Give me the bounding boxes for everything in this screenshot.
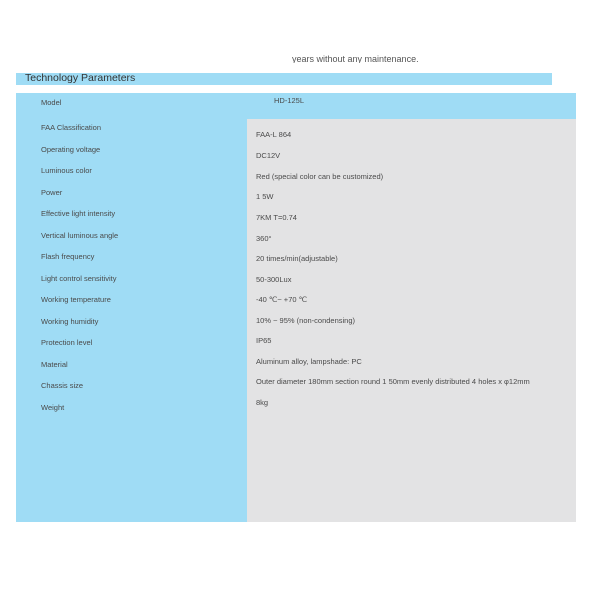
row-label-working-temperature: Working temperature	[41, 295, 111, 304]
model-value: HD-125L	[274, 96, 305, 105]
row-label-faa-classification: FAA Classification	[41, 123, 102, 132]
cut-off-intro-text	[0, 52, 600, 63]
row-label-power: Power	[41, 188, 63, 197]
row-label-operating-voltage: Operating voltage	[41, 145, 101, 154]
row-value-working-humidity: 10% ~ 95% (non-condensing)	[256, 316, 356, 325]
row-label-working-humidity: Working humidity	[41, 317, 99, 326]
row-value-material: Aluminum alloy, lampshade: PC	[256, 357, 362, 366]
row-value-protection-level: IP65	[256, 336, 272, 345]
row-value-operating-voltage: DC12V	[256, 151, 281, 160]
row-value-weight: 8kg	[256, 398, 269, 407]
model-label: Model	[41, 98, 62, 107]
row-label-protection-level: Protection level	[41, 338, 93, 347]
row-label-chassis-size: Chassis size	[41, 381, 84, 390]
row-value-light-control-sensitivity: 50-300Lux	[256, 275, 292, 284]
row-value-working-temperature: -40 ℃~ +70 ℃	[256, 295, 308, 304]
row-value-faa-classification: FAA-L 864	[256, 130, 292, 139]
row-value-chassis-size: Outer diameter 180mm section round 1 50mm evenly distributed 4 holes x φ12mm	[256, 377, 530, 386]
parameters-table	[16, 93, 576, 522]
row-value-vertical-luminous-angle: 360°	[256, 234, 272, 243]
row-value-power: 1 5W	[256, 192, 274, 201]
section-header	[16, 73, 552, 85]
row-value-luminous-color: Red (special color can be customized)	[256, 172, 384, 181]
intro-text-fragment: years without any maintenance.	[292, 54, 419, 63]
row-value-flash-frequency: 20 times/min(adjustable)	[256, 254, 338, 263]
section-title: Technology Parameters	[25, 72, 136, 84]
row-label-flash-frequency: Flash frequency	[41, 252, 95, 261]
row-label-material: Material	[41, 360, 68, 369]
row-label-vertical-luminous-angle: Vertical luminous angle	[41, 231, 119, 240]
row-label-luminous-color: Luminous color	[41, 166, 92, 175]
row-label-effective-light-intensity: Effective light intensity	[41, 209, 116, 218]
row-value-effective-light-intensity: 7KM T=0.74	[256, 213, 297, 222]
row-label-light-control-sensitivity: Light control sensitivity	[41, 274, 117, 283]
row-label-weight: Weight	[41, 403, 65, 412]
